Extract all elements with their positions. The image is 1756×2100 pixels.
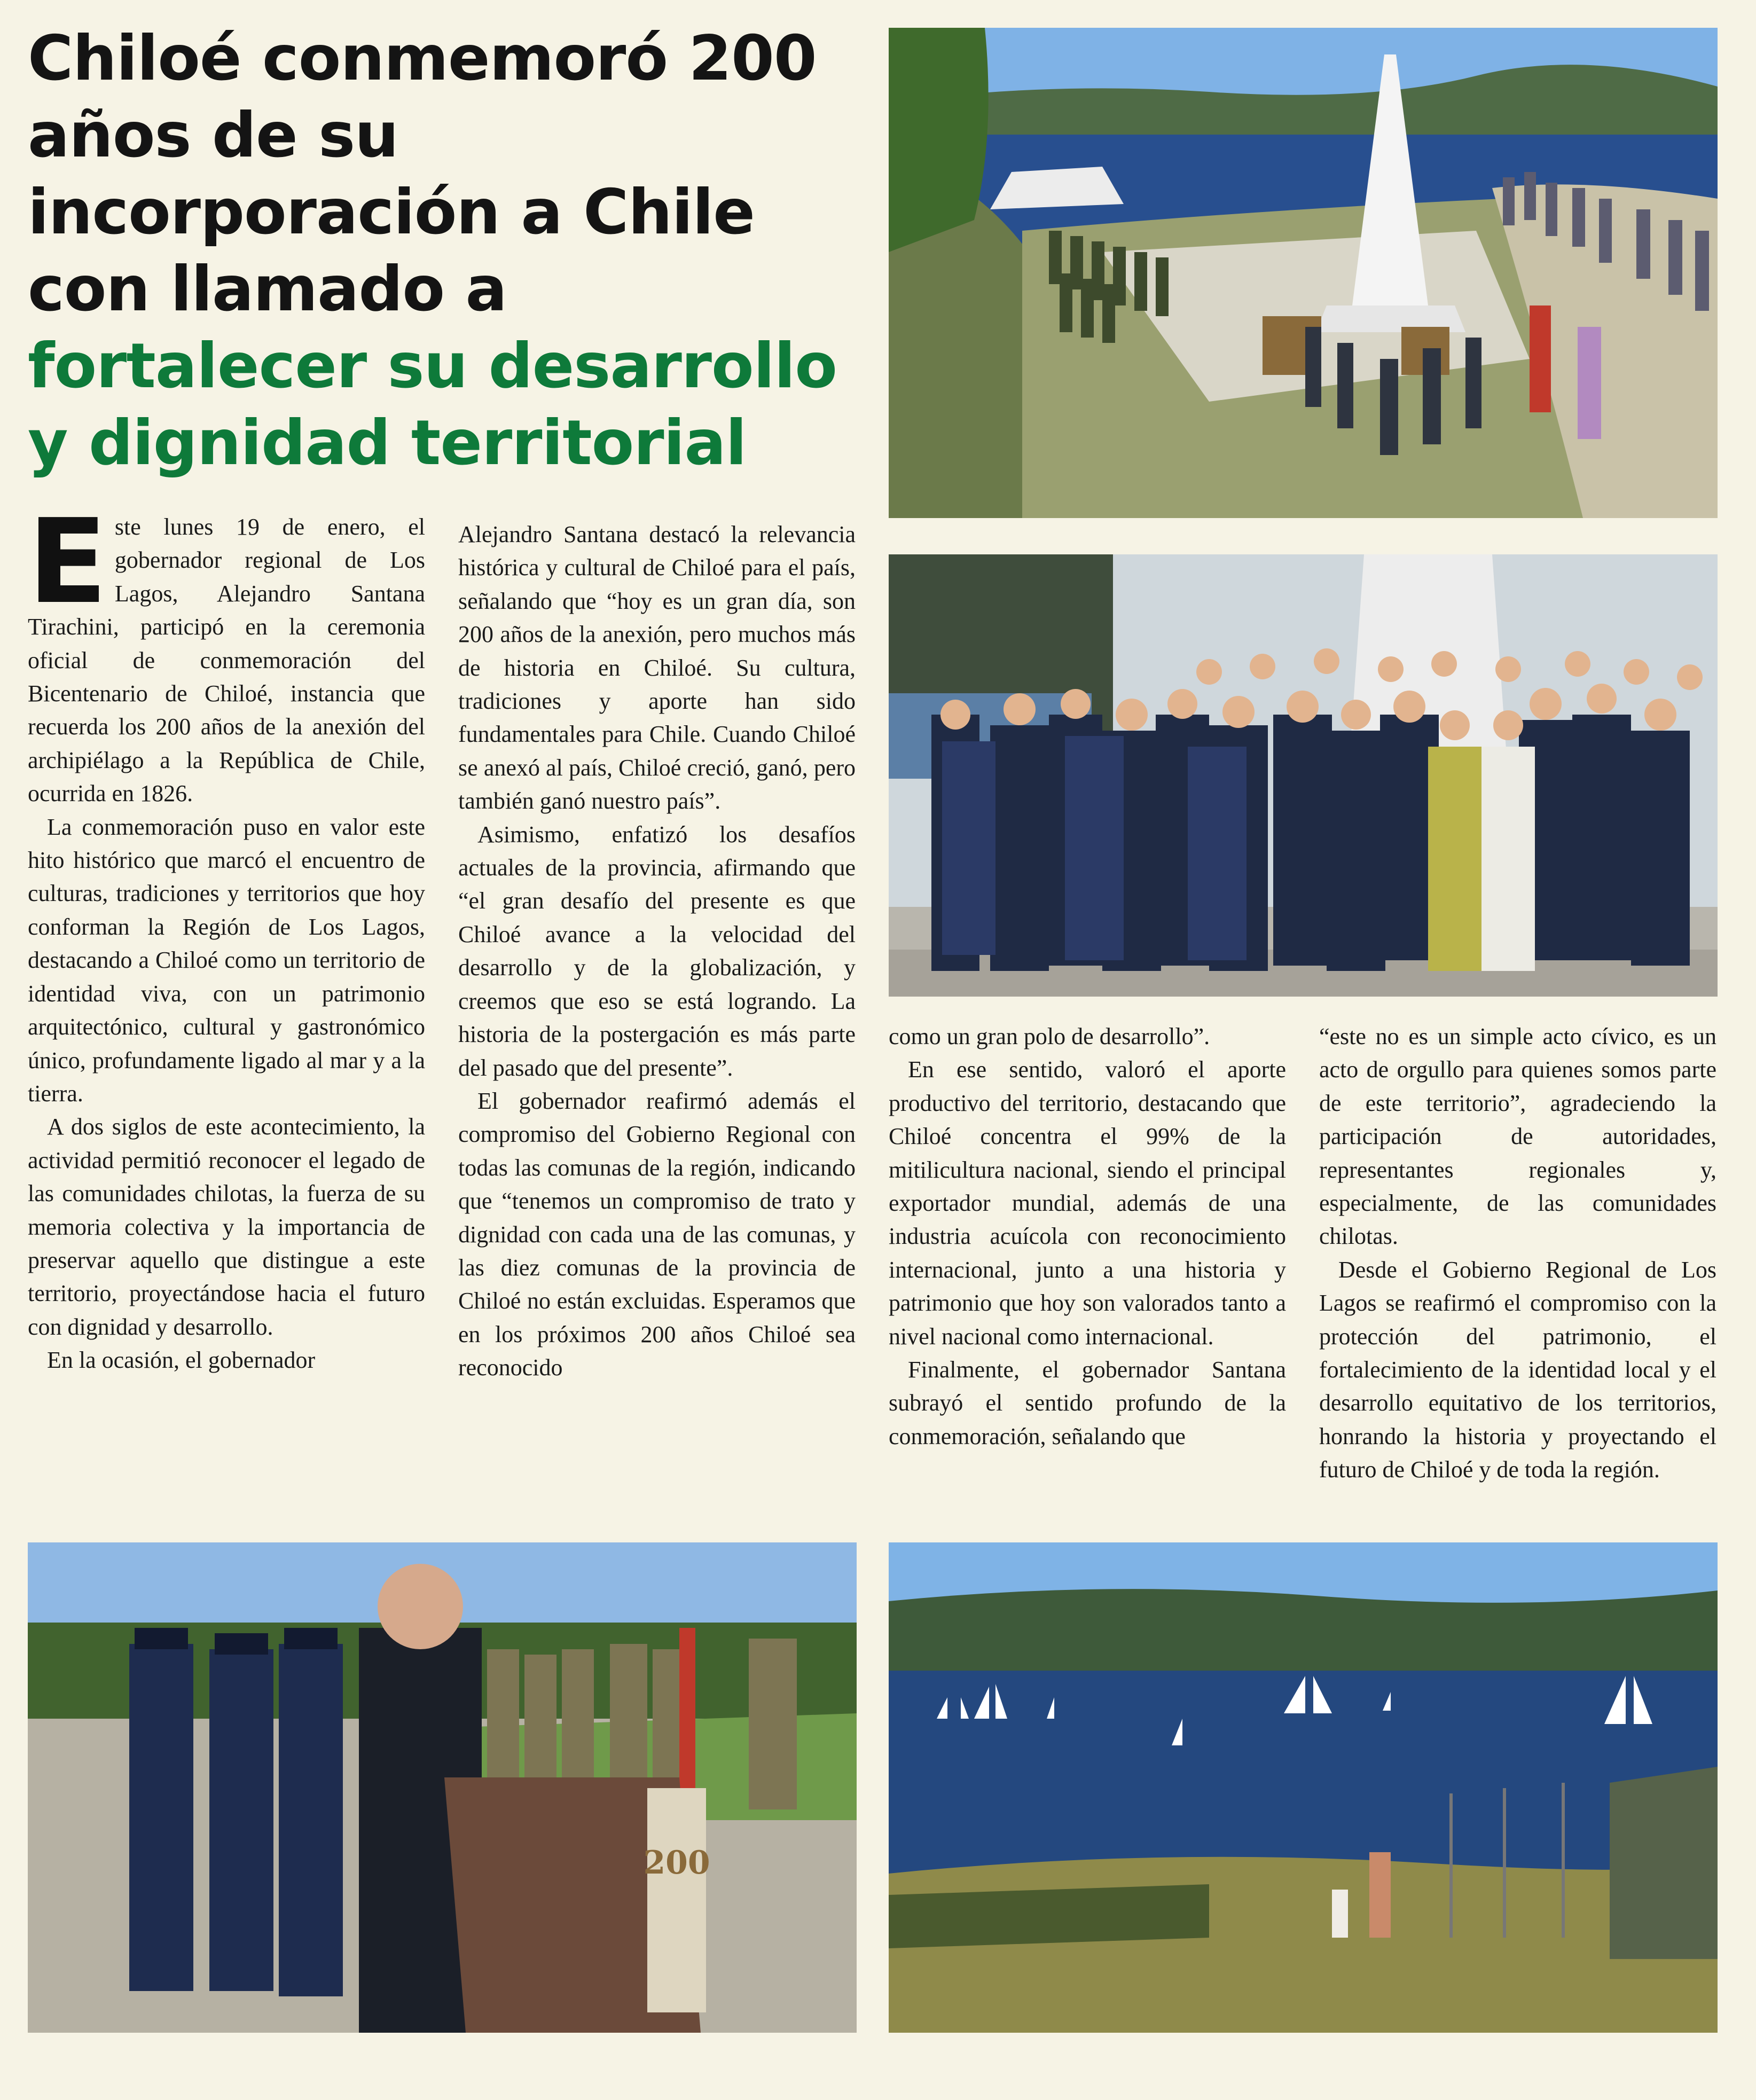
article-paragraph: Asimismo, enfatizó los desafíos actuales de la provincia, afirmando que “el gran desafío del presente es que Chiloé avance a la velocidad del desarrollo y de la globalización, y creemos que eso se está logrando. La historia de la postergación es más parte del pasado que del presente”. (458, 821, 856, 1081)
article-dropcap: E (28, 495, 107, 630)
article-paragraph: A dos siglos de este acontecimiento, la actividad permitió reconocer el legado de las comunidades chilotas, la fuerza de su memoria colectiva y la importancia de preservar aquello que distingue a este territorio, proyectándose hacia el futuro con dignidad y desarrollo. (28, 1114, 425, 1340)
article-paragraph: como un gran polo de desarrollo”. (889, 1023, 1210, 1049)
headline (28, 20, 861, 482)
headline-line-2: fortalecer su desarrollo y dignidad territorial (28, 330, 837, 479)
article-paragraph: Desde el Gobierno Regional de Los Lagos se reafirmó el compromiso con la protección del patrimonio, el fortalecimiento de la identidad local y el desarrollo equitativo de los territorios, honrando la historia y proyectando el futuro de Chiloé y de toda la región. (1319, 1256, 1716, 1483)
article-column-3 (889, 1020, 1286, 1453)
photo-governor-speech (28, 1542, 857, 2033)
article-paragraph: “este no es un simple acto cívico, es un acto de orgullo para quienes somos parte de este territorio”, agradeciendo la participación de autoridades, representantes regionales y, especialmente, de las comunidades chilotas. (1319, 1023, 1716, 1250)
article-paragraph: Alejandro Santana destacó la relevancia histórica y cultural de Chiloé para el país, señalando que “hoy es un gran día, son 200 años de la anexión, pero muchos más de historia en Chiloé. Su cultura, tradiciones y aporte han sido fundamentales para Chile. Cuando Chiloé se anexó al país, Chiloé creció, ganó, pero también ganó nuestro país”. (458, 521, 856, 814)
article-column-2 (458, 518, 856, 1385)
article-column-4 (1319, 1020, 1716, 1487)
article-paragraph: Finalmente, el gobernador Santana subrayó el sentido profundo de la conmemoración, señalando que (889, 1357, 1286, 1449)
article-column-1 (28, 495, 425, 1377)
article-paragraph: En ese sentido, valoró el aporte productivo del territorio, destacando que Chiloé concentra el 99% de la mitilicultura nacional, siendo el principal exportador mundial, además de una industria acuícola con reconocimiento internacional, junto a una historia y patrimonio que hoy son valorados tanto a nivel nacional como internacional. (889, 1056, 1286, 1350)
article-paragraph: La conmemoración puso en valor este hito histórico que marcó el encuentro de culturas, tradiciones y territorios que hoy conforman la Región de Los Lagos, destacando a Chiloé como un territorio de identidad viva, con un patrimonio arquitectónico, cultural y gastronómico único, profundamente ligado al mar y a la tierra. (28, 813, 425, 1107)
photo-authorities-group (889, 554, 1718, 997)
photo-sailboats-sea (889, 1542, 1718, 2033)
podium-logo-text: 200 (643, 1844, 710, 1882)
article-paragraph: El gobernador reafirmó además el compromiso del Gobierno Regional con todas las comunas de la región, indicando que “tenemos un compromiso de trato y dignidad con cada una de las comunas, y las diez comunas de la provincia de Chiloé no están excluidas. Esperamos que en los próximos 200 años Chiloé sea reconocido (458, 1087, 856, 1381)
photo-monument-ceremony (889, 28, 1718, 518)
article-paragraph: En la ocasión, el gobernador (47, 1347, 316, 1374)
article-paragraph: Este lunes 19 de enero, el gobernador regional de Los Lagos, Alejandro Santana Tirachini, participó en la ceremonia oficial de conmemoración del Bicentenario de Chiloé, instancia que recuerda los 200 años de la anexión del archipiélago a la República de Chile, ocurrida en 1826. (28, 495, 425, 807)
headline-line-1: Chiloé conmemoró 200 años de su incorporación a Chile con llamado a (28, 22, 817, 325)
